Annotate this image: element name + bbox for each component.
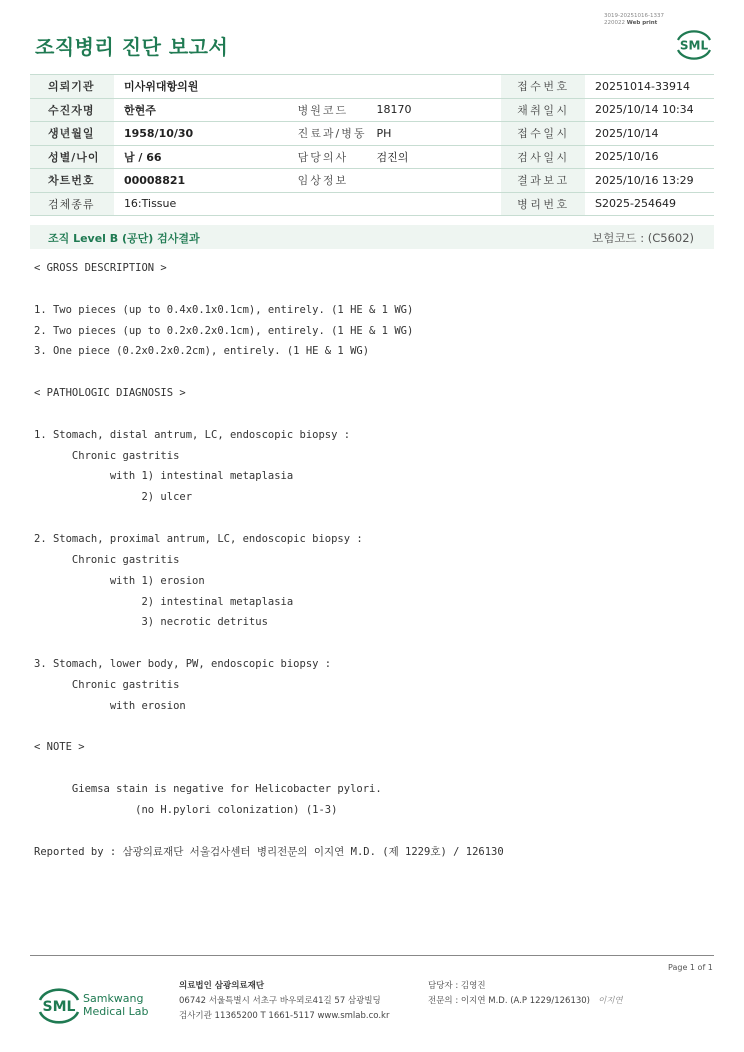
report-line: [34, 636, 504, 657]
specialist-line: [428, 994, 623, 1009]
report-line: < NOTE >: [34, 741, 85, 754]
info-label: 채취일시: [501, 98, 585, 122]
report-line: 1. Two pieces (up to 0.4x0.1x0.1cm), entirely. (1 HE & 1 WG): [34, 303, 414, 316]
info-label: 접수번호: [501, 75, 585, 99]
manager: 담당자 : 김영진: [428, 981, 486, 991]
report-line: 3) necrotic detritus: [34, 616, 268, 629]
report-line: [34, 511, 504, 532]
samkwang-logo-icon: [36, 980, 156, 1030]
brand-line1: Samkwang: [83, 992, 144, 1005]
report-line: [34, 407, 504, 428]
logo-text: SML: [679, 38, 709, 53]
report-line: [34, 365, 504, 386]
report-line: with erosion: [34, 699, 186, 712]
info-value: 검진의: [366, 145, 501, 169]
org-name: 의료법인 삼광의료재단: [179, 981, 265, 991]
footer-divider: [30, 955, 714, 956]
info-value: 00008821: [114, 169, 282, 193]
info-label: 병리번호: [501, 192, 585, 216]
report-line: [34, 761, 504, 782]
print-id: [604, 13, 664, 27]
info-value: [366, 169, 501, 193]
report-body: [34, 261, 504, 865]
info-row: [30, 75, 714, 99]
brand-line2: Medical Lab: [83, 1005, 149, 1018]
info-value: 2025/10/14 10:34: [585, 98, 714, 122]
info-row: [30, 169, 714, 193]
report-line: (no H.pylori colonization) (1-3): [34, 803, 338, 816]
sml-logo-icon: [672, 24, 716, 64]
info-label: 의뢰기관: [30, 75, 114, 99]
info-label: 진료과/병동: [282, 122, 367, 146]
report-line: 3. Stomach, lower body, PW, endoscopic biopsy :: [34, 658, 332, 671]
info-row: [30, 122, 714, 146]
report-line: Chronic gastritis: [34, 553, 180, 566]
info-value: 한현주: [114, 98, 282, 122]
info-label: 담당의사: [282, 145, 367, 169]
info-label: 병원코드: [282, 98, 367, 122]
report-line: < PATHOLOGIC DIAGNOSIS >: [34, 387, 186, 400]
info-value: 2025/10/16 13:29: [585, 169, 714, 193]
info-value: 1958/10/30: [114, 122, 282, 146]
info-row: [30, 145, 714, 169]
info-label: 임상정보: [282, 169, 367, 193]
info-label: 검사일시: [501, 145, 585, 169]
section-title: 조직 Level B (공단) 검사결과: [48, 232, 200, 245]
patient-info-table: [30, 74, 714, 216]
info-label: 수진자명: [30, 98, 114, 122]
section-header: [30, 225, 714, 249]
footer-org: [179, 979, 389, 1024]
info-value: 2025/10/16: [585, 145, 714, 169]
info-value: 18170: [366, 98, 501, 122]
report-line: 2. Two pieces (up to 0.2x0.2x0.1cm), entirely. (1 HE & 1 WG): [34, 324, 414, 337]
info-value: 남 / 66: [114, 145, 282, 169]
print-id-line1: 3019-20251016-1337: [604, 13, 664, 19]
info-label: 결과보고: [501, 169, 585, 193]
signature: 이지연: [598, 996, 623, 1006]
report-line: < GROSS DESCRIPTION >: [34, 262, 167, 274]
info-value: 미사위대항의원: [114, 75, 501, 99]
report-line: Reported by : 삼광의료재단 서울검사센터 병리전문의 이지연 M.D. (제 1229호) / 126130: [34, 845, 504, 858]
info-label: 접수일시: [501, 122, 585, 146]
info-label: 차트번호: [30, 169, 114, 193]
report-line: 1. Stomach, distal antrum, LC, endoscopic biopsy :: [34, 428, 351, 441]
info-label: 성별/나이: [30, 145, 114, 169]
report-line: [34, 824, 504, 845]
page-number: Page 1 of 1: [668, 963, 713, 972]
report-line: with 1) intestinal metaplasia: [34, 470, 294, 483]
info-value: 2025/10/14: [585, 122, 714, 146]
report-line: Chronic gastritis: [34, 678, 180, 691]
report-line: 2) ulcer: [34, 491, 193, 504]
report-line: [34, 282, 504, 303]
org-contact: 검사기관 11365200 T 1661-5117 www.smlab.co.kr: [179, 1011, 390, 1021]
specialist: 전문의 : 이지연 M.D. (A.P 1229/126130): [428, 996, 590, 1006]
page-title: 조직병리 진단 보고서: [35, 35, 229, 59]
info-value: 16:Tissue: [114, 192, 501, 216]
insurance-code: 보험코드 : (C5602): [592, 231, 694, 245]
footer-staff: [428, 979, 623, 1009]
report-line: 3. One piece (0.2x0.2x0.2cm), entirely. (1 HE & 1 WG): [34, 345, 370, 358]
report-line: 2) intestinal metaplasia: [34, 595, 294, 608]
info-label: 생년월일: [30, 122, 114, 146]
info-row: [30, 98, 714, 122]
report-line: [34, 720, 504, 741]
info-value: PH: [366, 122, 501, 146]
print-id-line2: 220022 Web print: [604, 20, 658, 26]
info-row: [30, 192, 714, 216]
logo-text-bottom: SML: [42, 999, 76, 1015]
report-line: Chronic gastritis: [34, 449, 180, 462]
web-print-label: Web print: [626, 20, 658, 26]
report-line: Giemsa stain is negative for Helicobacter pylori.: [34, 783, 382, 796]
report-line: 2. Stomach, proximal antrum, LC, endoscopic biopsy :: [34, 532, 363, 545]
info-value: 20251014-33914: [585, 75, 714, 99]
info-value: S2025-254649: [585, 192, 714, 216]
report-line: with 1) erosion: [34, 574, 205, 587]
org-address: 06742 서울특별시 서초구 바우뫼로41길 57 삼광빌딩: [179, 996, 381, 1006]
info-label: 검체종류: [30, 192, 114, 216]
